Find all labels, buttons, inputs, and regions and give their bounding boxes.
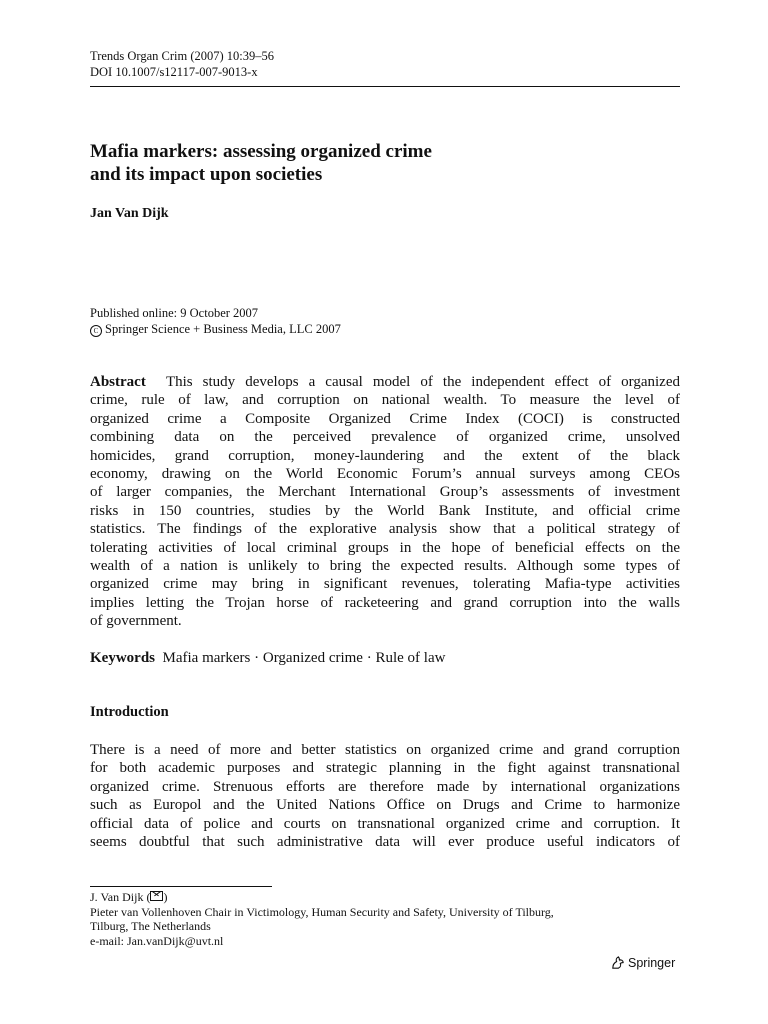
journal-citation: Trends Organ Crim (2007) 10:39–56	[90, 49, 275, 63]
copyright-text: Springer Science + Business Media, LLC 2007	[105, 322, 341, 336]
abstract-line: homicides, grand corruption, money-laundering and the extent of the black	[90, 447, 680, 464]
doi: DOI 10.1007/s12117-007-9013-x	[90, 65, 258, 79]
publication-info	[90, 305, 341, 337]
abstract-line: crime, rule of law, and corruption on national wealth. To measure the level of	[90, 392, 680, 409]
abstract-line: organized crime a Composite Organized Crime Index (COCI) is constructed	[90, 410, 680, 427]
section-heading-introduction: Introduction	[90, 704, 169, 720]
title-line-1: Mafia markers: assessing organized crime	[90, 141, 432, 162]
abstract-line: risks in 150 countries, studies by the World Bank Institute, and official crime	[90, 502, 680, 519]
author-name: Jan Van Dijk	[90, 206, 169, 221]
publisher-name: Springer	[628, 955, 676, 970]
abstract-line: statistics. The findings of the explorative analysis show that a political strategy of	[90, 521, 680, 538]
envelope-icon	[150, 891, 163, 901]
abstract-line: implies letting the Trojan horse of racketeering and grand corruption into the walls	[90, 594, 680, 611]
title-line-2: and its impact upon societies	[90, 164, 323, 185]
header-rule	[90, 86, 680, 87]
affiliation-line-1: Pieter van Vollenhoven Chair in Victimology, Human Security and Safety, University of Tilburg,	[90, 904, 554, 919]
author-email[interactable]: e-mail: Jan.vanDijk@uvt.nl	[90, 933, 224, 948]
body-line: There is a need of more and better statistics on organized crime and grand corruption	[90, 742, 680, 758]
body-line: for both academic purposes and strategic planning in the fight against transnational	[90, 760, 680, 777]
keywords	[90, 649, 680, 667]
copyright-line	[90, 321, 341, 337]
copyright-icon: C	[90, 325, 102, 337]
keywords-label: Keywords	[90, 650, 155, 666]
abstract-line: of larger companies, the Merchant International Group’s assessments of investment	[90, 484, 680, 501]
body-line: such as Europol and the United Nations Office on Drugs and Crime to harmonize	[90, 797, 680, 814]
footnote-author: J. Van Dijk ( )	[90, 890, 168, 904]
paper-page	[90, 0, 680, 1024]
abstract-label: Abstract	[90, 374, 146, 390]
publisher-logo	[610, 955, 675, 970]
abstract-line: economy, drawing on the World Economic Forum’s annual surveys among CEOs	[90, 466, 680, 482]
springer-horse-icon	[610, 955, 625, 970]
affiliation-line-2: Tilburg, The Netherlands	[90, 919, 211, 934]
published-online: Published online: 9 October 2007	[90, 306, 259, 320]
body-line: seems doubtful that such administrative data will ever produce useful indicators of	[90, 834, 680, 850]
body-line: official data of police and courts on transnational organized crime and corruption. It	[90, 815, 680, 832]
abstract-line: of government.	[90, 613, 182, 630]
abstract-line: wealth of a nation is unlikely to bring the expected results. Although some types of	[90, 558, 680, 574]
body-line: organized crime. Strenuous efforts are therefore made by international organizations	[90, 778, 680, 795]
author-footnote	[90, 890, 554, 948]
abstract-line: combining data on the perceived prevalence of organized crime, unsolved	[90, 429, 680, 446]
abstract-line: Abstract This study develops a causal model of the independent effect of organized	[90, 374, 680, 390]
article-title	[90, 140, 432, 186]
abstract-line: organized crime may bring in significant revenues, tolerating Mafia-type activities	[90, 576, 680, 593]
keywords-text: Mafia markers · Organized crime · Rule of law	[162, 650, 446, 666]
abstract-line: tolerating activities of local criminal groups in the hope of beneficial effects on the	[90, 539, 680, 556]
footnote-rule	[90, 886, 272, 887]
